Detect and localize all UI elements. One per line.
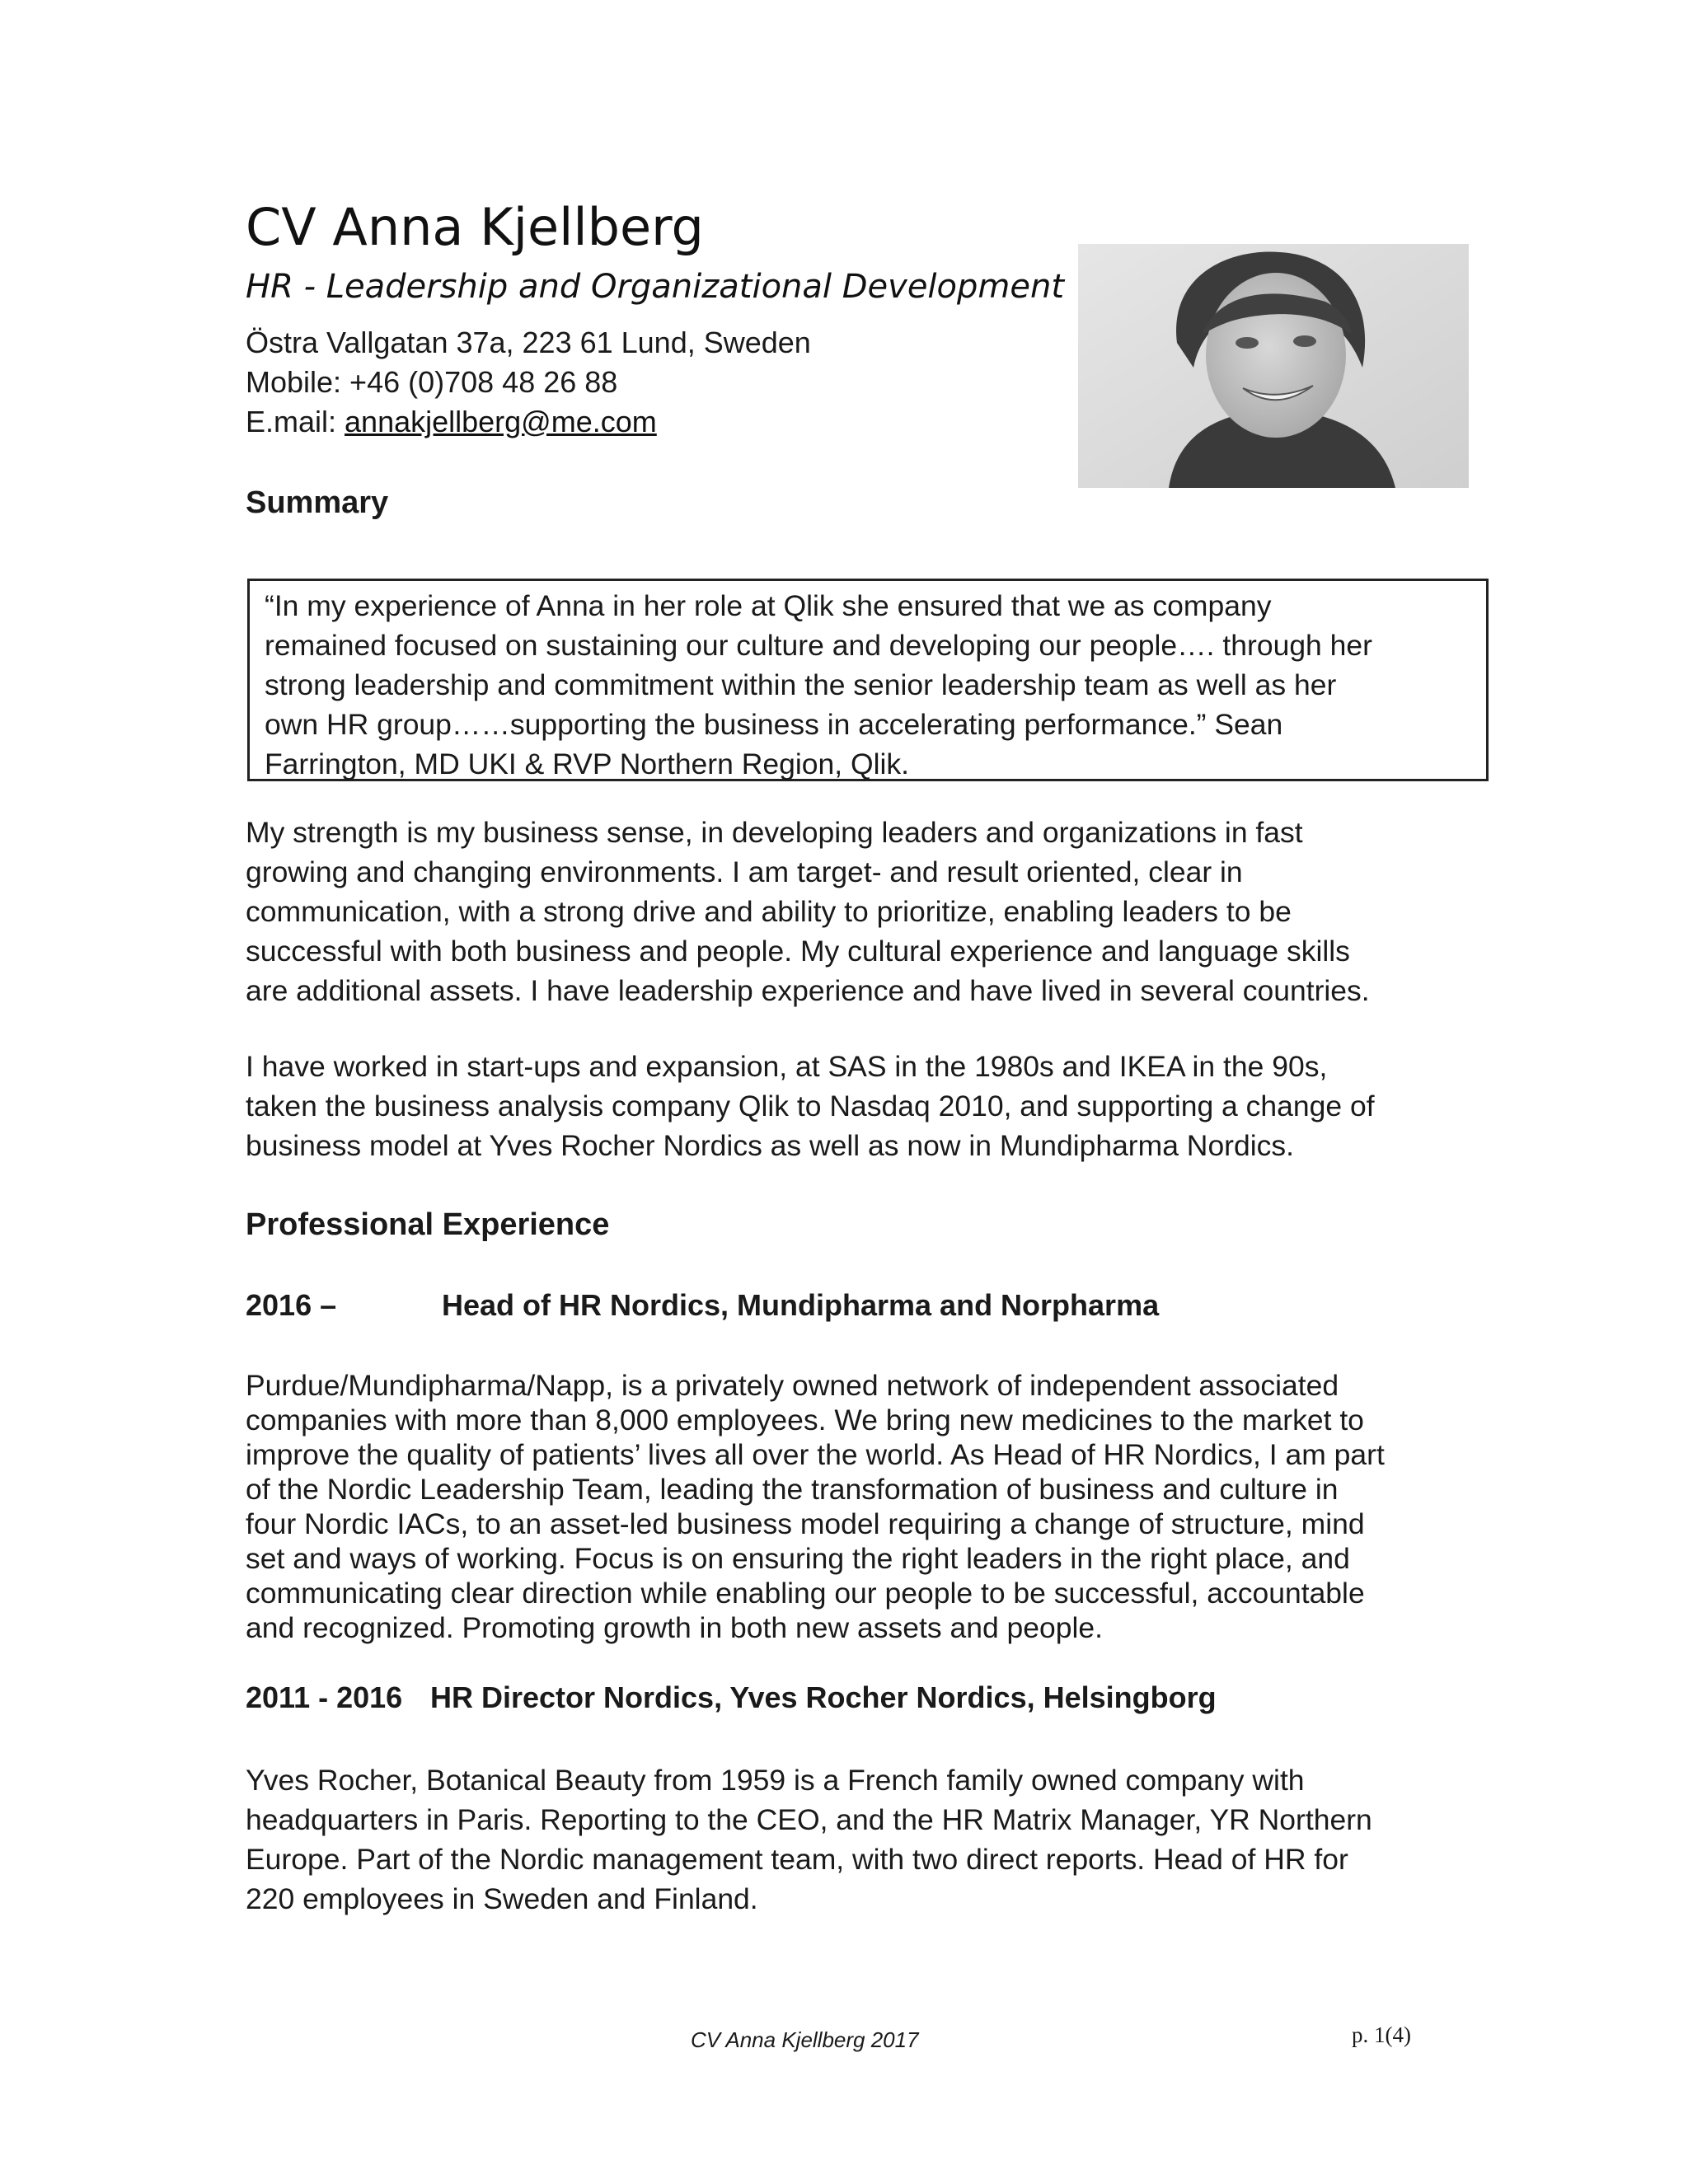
profile-photo [1078,244,1469,488]
paragraph-line: I have worked in start-ups and expansion, at SAS in the 1980s and IKEA in the 90s, [246,1050,1328,1083]
summary-paragraph-strengths [246,813,1370,1010]
paragraph-line: Yves Rocher, Botanical Beauty from 1959 is a French family owned company with [246,1764,1305,1797]
job-title: Head of HR Nordics, Mundipharma and Norpharma [442,1288,1160,1322]
paragraph-line: of the Nordic Leadership Team, leading the transformation of business and culture in [246,1473,1339,1506]
address: Östra Vallgatan 37a, 223 61 Lund, Sweden [246,326,811,359]
paragraph-line: successful with both business and people. My cultural experience and language skills [246,935,1350,968]
job-description [246,1368,1385,1645]
paragraph-line: communicating clear direction while enabling our people to be successful, accountable [246,1577,1365,1610]
job-title: HR Director Nordics, Yves Rocher Nordics, Helsingborg [430,1680,1217,1714]
job-years: 2011 - 2016 [246,1680,403,1714]
paragraph-line: and recognized. Promoting growth in both new assets and people. [246,1611,1104,1644]
portrait-image [1078,244,1469,488]
experience-heading: Professional Experience [246,1207,610,1242]
paragraph-line: business model at Yves Rocher Nordics as well as now in Mundipharma Nordics. [246,1129,1295,1162]
paragraph-line: improve the quality of patients’ lives all over the world. As Head of HR Nordics, I am part [246,1438,1385,1471]
email-label: E.mail: [246,405,345,438]
summary-paragraph-history [246,1047,1375,1165]
page-title: CV Anna Kjellberg [246,197,704,257]
quote-line: Farrington, MD UKI & RVP Northern Region, Qlik. [265,748,909,780]
paragraph-line: are additional assets. I have leadership experience and have lived in several countries. [246,974,1370,1007]
job-years: 2016 – [246,1288,337,1322]
paragraph-line: four Nordic IACs, to an asset-led business model requiring a change of structure, mind [246,1507,1365,1540]
footer-text: CV Anna Kjellberg 2017 [691,2027,919,2052]
paragraph-line: 220 employees in Sweden and Finland. [246,1882,758,1915]
page-subtitle: HR - Leadership and Organizational Development [246,268,1065,306]
quote-line: strong leadership and commitment within the senior leadership team as well as her [265,668,1337,701]
paragraph-line: headquarters in Paris. Reporting to the CEO, and the HR Matrix Manager, YR Northern [246,1803,1372,1836]
paragraph-line: communication, with a strong drive and ability to prioritize, enabling leaders to be [246,895,1292,928]
page-number: p. 1(4) [1352,2022,1411,2047]
contact-block [246,323,811,442]
paragraph-line: My strength is my business sense, in developing leaders and organizations in fast [246,816,1303,849]
quote-line: “In my experience of Anna in her role at Qlik she ensured that we as company [265,589,1272,622]
email-link[interactable]: annakjellberg@me.com [345,405,657,438]
paragraph-line: taken the business analysis company Qlik to Nasdaq 2010, and supporting a change of [246,1090,1375,1122]
job-title-line [246,1678,1217,1718]
job-title-line [246,1286,1159,1325]
paragraph-line: companies with more than 8,000 employees. We bring new medicines to the market to [246,1404,1364,1436]
mobile-number: Mobile: +46 (0)708 48 26 88 [246,365,618,399]
summary-heading: Summary [246,485,389,520]
email-line [246,402,811,442]
job-description [246,1760,1372,1919]
paragraph-line: growing and changing environments. I am target- and result oriented, clear in [246,855,1243,888]
paragraph-line: Purdue/Mundipharma/Napp, is a privately owned network of independent associated [246,1369,1339,1402]
paragraph-line: set and ways of working. Focus is on ensuring the right leaders in the right place, and [246,1542,1350,1575]
paragraph-line: Europe. Part of the Nordic management team, with two direct reports. Head of HR for [246,1843,1348,1876]
quote-line: own HR group……supporting the business in accelerating performance.” Sean [265,708,1283,741]
quote-line: remained focused on sustaining our culture and developing our people…. through her [265,629,1372,662]
testimonial-quote-box [247,579,1489,781]
